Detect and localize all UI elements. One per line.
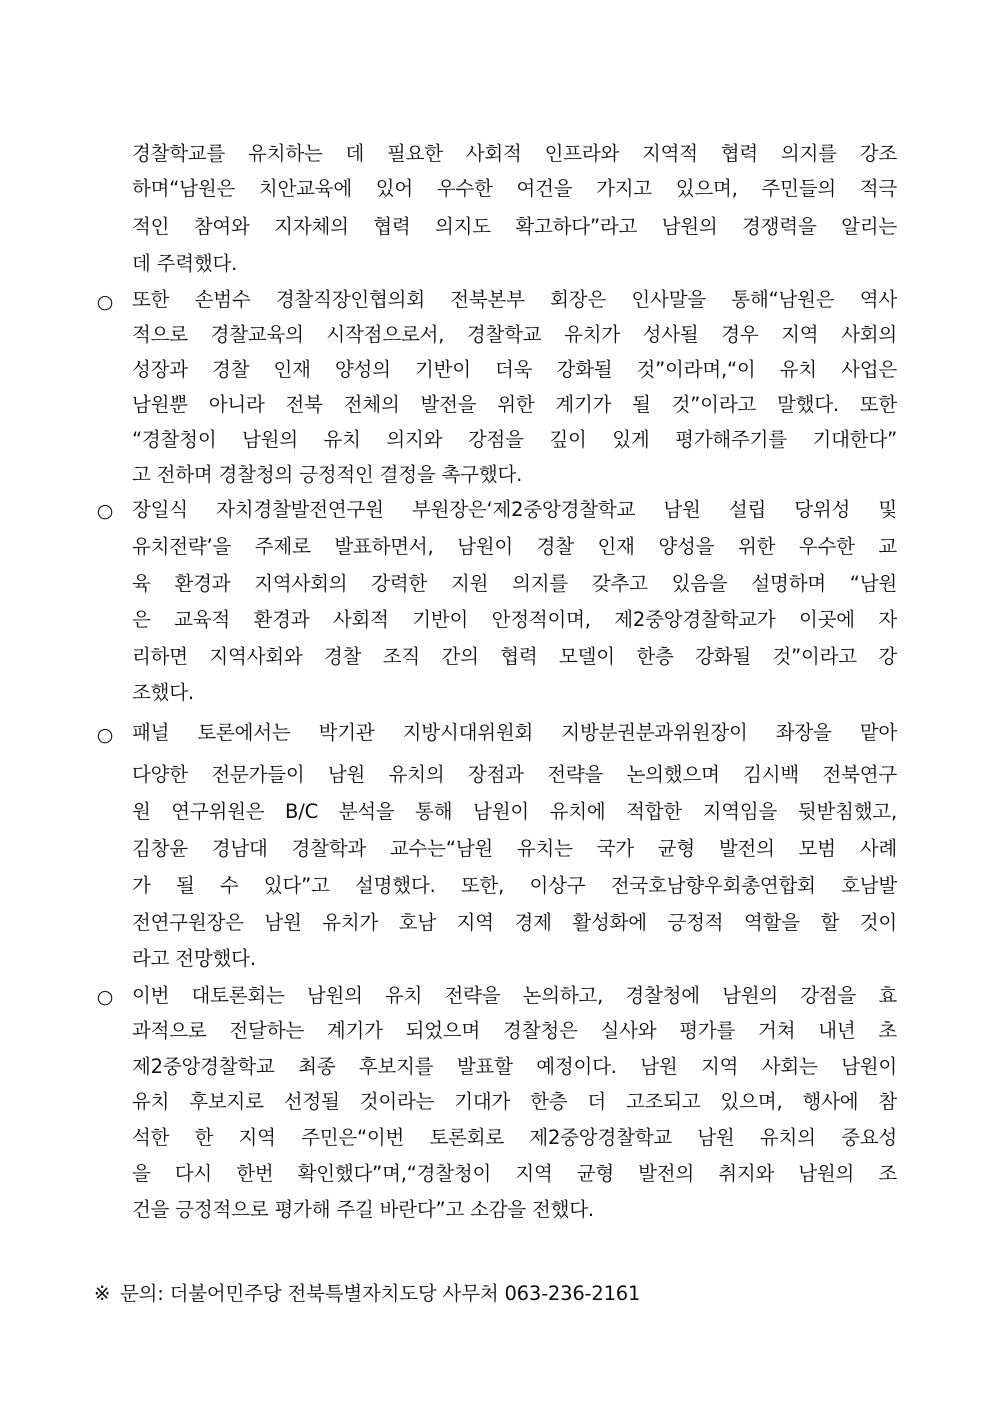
paragraph-line: 석한 한 지역 주민은“이번 토론회로 제2중앙경찰학교 남원 유치의 중요성 — [132, 1126, 897, 1149]
paragraph-line: 패널 토론에서는 박기관 지방시대위원회 지방분권분과위원장이 좌장을 맡아 — [132, 721, 897, 744]
paragraph-line: 적인 참여와 지자체의 협력 의지도 확고하다”라고 남원의 경쟁력을 알리는 — [132, 215, 897, 238]
contact-text: 문의: 더불어민주당 전북특별자치도당 사무처 063-236-2161 — [120, 1282, 641, 1305]
circle-bullet-icon: ○ — [96, 500, 114, 522]
paragraph-line: 조했다. — [132, 681, 194, 704]
reference-mark-icon: ※ — [94, 1282, 111, 1305]
paragraph-line: 가 될 수 있다”고 설명했다. 또한, 이상구 전국호남향우회총연합회 호남발 — [132, 874, 897, 897]
paragraph-line: 유치 후보지로 선정될 것이라는 기대가 한층 더 고조되고 있으며, 행사에 참 — [132, 1090, 897, 1113]
paragraph-line: “경찰청이 남원의 유치 의지와 강점을 깊이 있게 평가해주기를 기대한다” — [132, 428, 897, 451]
circle-bullet-icon: ○ — [96, 291, 114, 313]
paragraph-line: 장일식 자치경찰발전연구원 부원장은‘제2중앙경찰학교 남원 설립 당위성 및 — [132, 498, 897, 521]
paragraph-line: 다양한 전문가들이 남원 유치의 장점과 전략을 논의했으며 김시백 전북연구 — [132, 763, 897, 786]
paragraph-line: 건을 긍정적으로 평가해 주길 바란다”고 소감을 전했다. — [132, 1198, 594, 1221]
paragraph-line: 과적으로 전달하는 계기가 되었으며 경찰청은 실사와 평가를 거쳐 내년 초 — [132, 1019, 897, 1042]
paragraph-line: 성장과 경찰 인재 양성의 기반이 더욱 강화될 것”이라며,“이 유치 사업은 — [132, 358, 897, 381]
contact-note — [94, 1277, 894, 1311]
paragraph-line: 데 주력했다. — [132, 252, 238, 275]
paragraph-line: 또한 손범수 경찰직장인협의회 전북본부 회장은 인사말을 통해“남원은 역사 — [132, 288, 897, 311]
paragraph-line: 경찰학교를 유치하는 데 필요한 사회적 인프라와 지역적 협력 의지를 강조 — [132, 142, 897, 165]
paragraph-line: 리하면 지역사회와 경찰 조직 간의 협력 모델이 한층 강화될 것”이라고 강 — [132, 645, 897, 668]
paragraph-line: 라고 전망했다. — [132, 947, 256, 970]
paragraph-line: 제2중앙경찰학교 최종 후보지를 발표할 예정이다. 남원 지역 사회는 남원이 — [132, 1055, 897, 1078]
paragraph-line: 육 환경과 지역사회의 강력한 지원 의지를 갖추고 있음을 설명하며 “남원 — [132, 572, 897, 595]
circle-bullet-icon: ○ — [96, 986, 114, 1008]
paragraph-line: 전연구원장은 남원 유치가 호남 지역 경제 활성화에 긍정적 역할을 할 것이 — [132, 911, 897, 934]
paragraph-line: 은 교육적 환경과 사회적 기반이 안정적이며, 제2중앙경찰학교가 이곳에 자 — [132, 608, 897, 631]
paragraph-line: 적으로 경찰교육의 시작점으로서, 경찰학교 유치가 성사될 경우 지역 사회의 — [132, 323, 897, 346]
paragraph-line: 고 전하며 경찰청의 긍정적인 결정을 촉구했다. — [132, 463, 523, 486]
paragraph-line: 을 다시 한번 확인했다”며,“경찰청이 지역 균형 발전의 취지와 남원의 조 — [132, 1162, 897, 1185]
circle-bullet-icon: ○ — [96, 724, 114, 746]
paragraph-line: 김창윤 경남대 경찰학과 교수는“남원 유치는 국가 균형 발전의 모범 사례 — [132, 837, 897, 860]
paragraph-line: 남원뿐 아니라 전북 전체의 발전을 위한 계기가 될 것”이라고 말했다. 또한 — [132, 393, 897, 416]
paragraph-line: 유치전략’을 주제로 발표하면서, 남원이 경찰 인재 양성을 위한 우수한 교 — [132, 535, 897, 558]
paragraph-line: 원 연구위원은 B/C 분석을 통해 남원이 유치에 적합한 지역임을 뒷받침했고, — [132, 800, 897, 823]
paragraph-line: 이번 대토론회는 남원의 유치 전략을 논의하고, 경찰청에 남원의 강점을 효 — [132, 984, 897, 1007]
paragraph-line: 하며“남원은 치안교육에 있어 우수한 여건을 가지고 있으며, 주민들의 적극 — [132, 177, 897, 200]
